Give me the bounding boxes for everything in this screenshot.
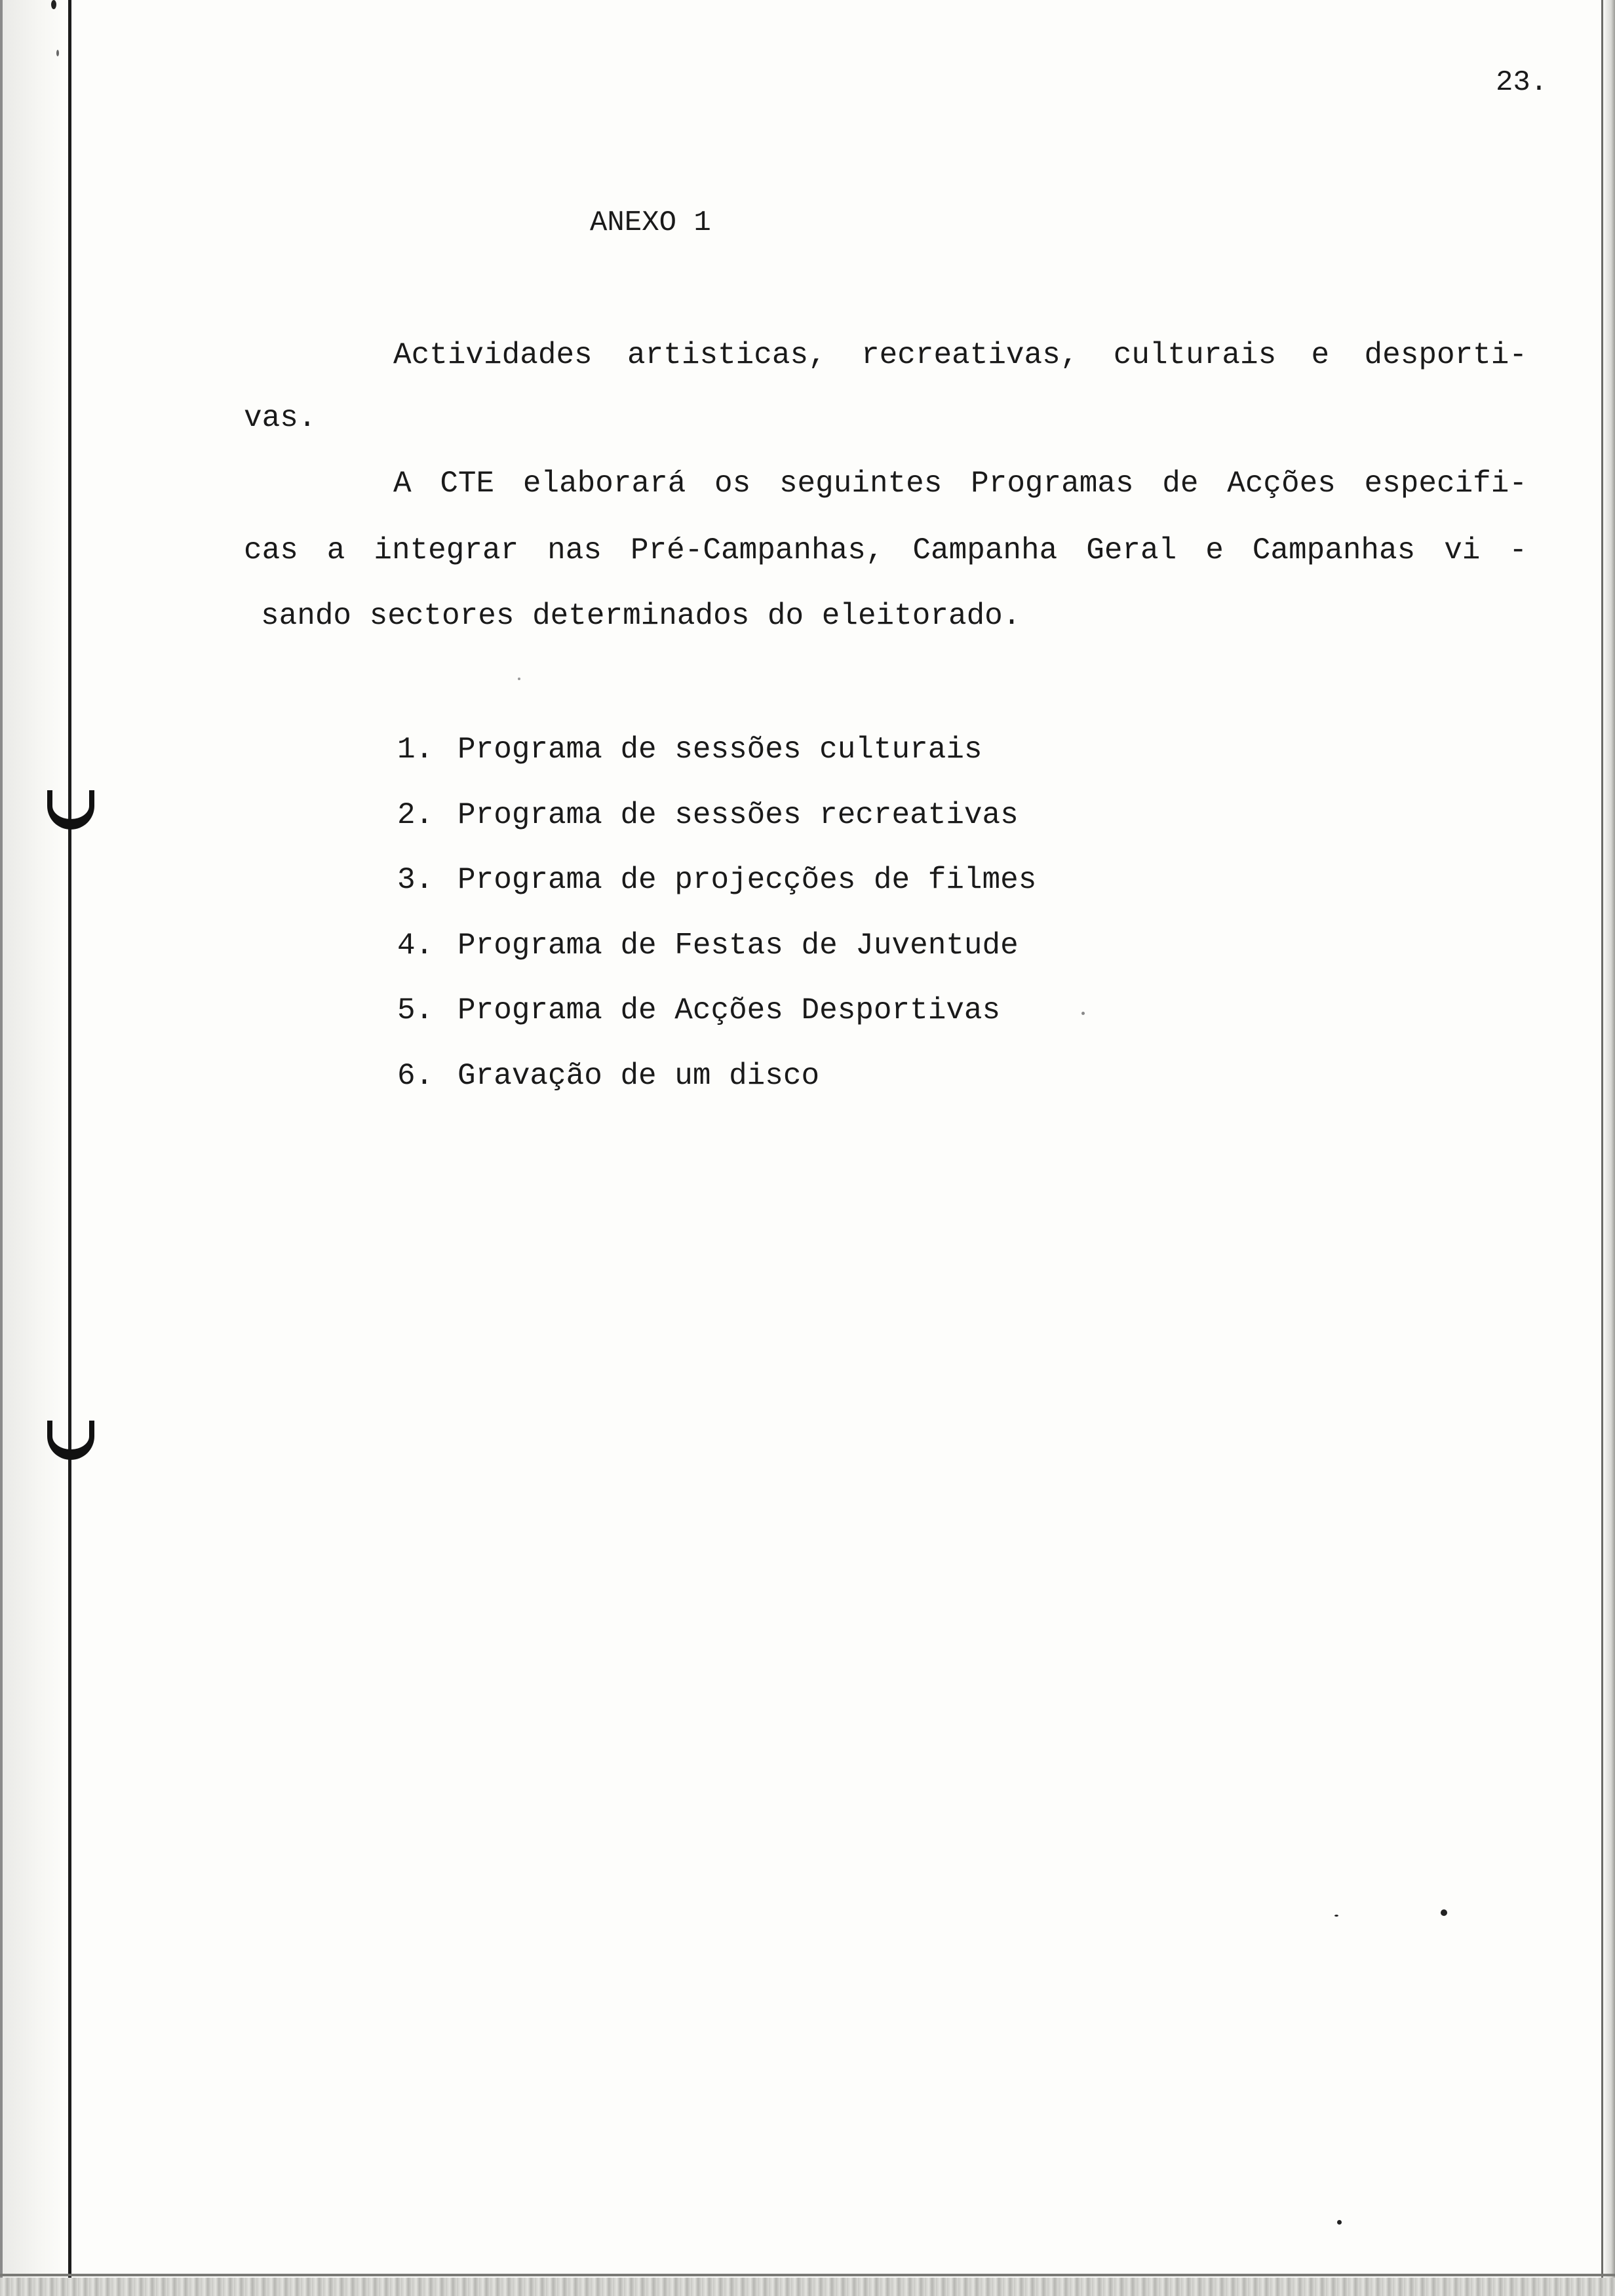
list-item <box>397 795 1036 861</box>
list-item-label: Programa de sessões recreativas <box>457 797 1019 832</box>
section-heading-line-1: Actividades artisticas, recreativas, culturais e desporti- <box>393 338 1527 372</box>
scan-speck <box>518 678 520 680</box>
list-item-number: 1. <box>397 733 434 767</box>
scan-speck <box>1081 1012 1085 1015</box>
list-item-number: 3. <box>397 863 434 897</box>
page-bottom-edge-line <box>0 2274 1615 2276</box>
list-item-label: Programa de Festas de Juventude <box>457 928 1019 963</box>
paragraph-line-3: sando sectores determinados do eleitorado. <box>261 599 1021 633</box>
list-item <box>397 860 1036 926</box>
paragraph-line-1: A CTE elaborará os seguintes Programas de Acções especifi- <box>393 467 1527 501</box>
page-right-edge <box>1602 0 1615 2296</box>
page-right-edge-line <box>1601 0 1603 2296</box>
list-item-label: Programa de projecções de filmes <box>457 863 1037 897</box>
list-item-label: Gravação de um disco <box>457 1058 820 1093</box>
list-item <box>397 730 1036 795</box>
list-item-number: 5. <box>397 993 434 1027</box>
section-heading-line-2: vas. <box>244 401 317 435</box>
list-item <box>397 991 1036 1056</box>
page-bottom-strip <box>0 2278 1615 2296</box>
list-item-number: 4. <box>397 928 434 963</box>
list-item-number: 2. <box>397 797 434 832</box>
list-item <box>397 926 1036 991</box>
page-number: 23. <box>1496 66 1548 99</box>
list-item <box>397 1056 1036 1122</box>
scan-speck <box>1441 1909 1447 1916</box>
list-item-label: Programa de Acções Desportivas <box>457 993 1001 1027</box>
program-list <box>397 730 1036 1121</box>
scan-speck <box>56 50 59 56</box>
scan-speck <box>1337 2220 1342 2225</box>
scan-speck <box>1334 1915 1338 1917</box>
binding-line <box>68 0 71 2296</box>
scan-speck <box>51 0 56 9</box>
list-item-number: 6. <box>397 1058 434 1093</box>
list-item-label: Programa de sessões culturais <box>457 733 983 767</box>
binding-strip <box>0 0 68 2296</box>
binding-edge-line <box>0 0 3 2296</box>
annex-title: ANEXO 1 <box>590 206 711 239</box>
paragraph-line-2: cas a integrar nas Pré-Campanhas, Campanha Geral e Campanhas vi - <box>244 533 1527 567</box>
